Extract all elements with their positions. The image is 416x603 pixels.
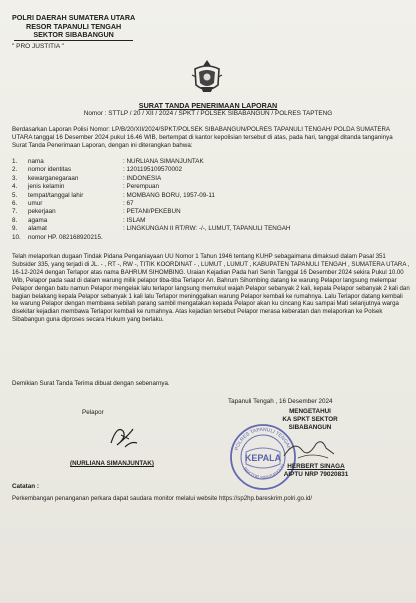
- letterhead: [12, 14, 135, 41]
- intro-paragraph: Berdasarkan Laporan Polisi Nomor: LP/B/20/XII/2024/SPKT/POLSEK SIBABANGUN/POLRES TAPANULI TENGAH/ POLDA SUMATERA UTARA tanggal 16 Desember 2024 pukul 16.46 WIB, bertempat di kantor kepolisian tersebut di atas, pada hari, tanggal ditanda tanganinya Surat Tanda Penerimaan Laporan, dengan ini diterangkan bahwa:: [12, 126, 393, 150]
- acknowledge-line-2: KA SPKT SEKTOR: [282, 415, 338, 423]
- reporter-identity-list: [12, 158, 290, 242]
- reporter-signature-icon: [103, 421, 143, 453]
- row-value: : PETANI/PEKEBUN: [123, 208, 181, 216]
- row-number: 4.: [12, 183, 18, 191]
- row-label: nama: [28, 158, 44, 165]
- row-value: : NURLIANA SIMANJUNTAK: [123, 158, 204, 165]
- identity-row: [12, 217, 290, 225]
- row-value: : Perempuan: [123, 183, 160, 191]
- police-emblem-icon: [187, 57, 227, 97]
- identity-row: [12, 175, 290, 183]
- identity-row: [12, 208, 290, 216]
- row-value: : INDONESIA: [123, 174, 162, 182]
- place-date: Tapanuli Tengah , 16 Desember 2024: [228, 398, 333, 405]
- letterhead-line-1: POLRI DAERAH SUMATERA UTARA: [12, 13, 136, 22]
- identity-row: [12, 166, 290, 174]
- row-label: nomor HP. 082168920215.: [28, 233, 103, 241]
- note-text: Perkembangan penanganan perkara dapat saudara monitor melalui website https://sp2hp.bareskrim.polri.go.id/: [12, 495, 313, 502]
- identity-row: [12, 158, 290, 166]
- row-value: : MOMBANG BORU, 1957-09-11: [123, 191, 215, 199]
- row-label: agama: [28, 216, 48, 224]
- identity-row: [12, 200, 290, 208]
- stamp-center-text: KEPALA: [244, 453, 282, 463]
- closing-statement: Demikian Surat Tanda Terima dibuat dengan sebenarnya.: [12, 380, 170, 387]
- pro-justitia: " PRO JUSTITIA ": [12, 43, 64, 50]
- identity-row: [12, 183, 290, 191]
- letterhead-rule: [14, 40, 133, 41]
- reporter-name: (NURLIANA SIMANJUNTAK): [70, 460, 154, 467]
- stamp-ring-text: POLRES TAPANULI TENGAH: [233, 426, 292, 452]
- officer-signature-icon: [278, 436, 340, 466]
- row-label: pekerjaan: [28, 208, 56, 216]
- stamp-bottom-text: SEKTOR SIBABANGUN: [242, 463, 286, 481]
- letterhead-line-3: SEKTOR SIBABANGUN: [33, 30, 114, 40]
- row-number: 1.: [12, 158, 18, 165]
- row-label: jenis kelamin: [28, 183, 65, 191]
- row-label: umur: [28, 200, 43, 208]
- acknowledge-line-3: SIBABANGUN: [288, 423, 332, 431]
- row-number: 8.: [12, 216, 18, 224]
- row-number: 5.: [12, 191, 18, 199]
- officer-signature-block: [256, 463, 376, 479]
- row-label: alamat: [28, 225, 47, 233]
- row-number: 6.: [12, 200, 18, 208]
- incident-paragraph: Telah melaporkan dugaan Tindak Pidana Penganiayaan UU Nomor 1 Tahun 1946 tentang KUHP sebagaimana dimaksud dalam Pasal 351 Subsider 335, yang terjadi di JL. - , RT -, RW -, TITIK KOORDINAT - , LUMUT , LUMUT , KABUPATEN TAPANULI TENGAH , SUMATERA UTARA , 16-12-2024 dengan Terlapor atas nama BAHRUM SIHOMBING. Uraian Kejadian Pada hari Senin Tanggal 16 Desember 2024 sekira Pukul 10.00 Wib, Pelapor pada saat di dalam warung milik pelapor tiba-tiba Terlapor An. Bahrum Sihombing datang ke warung Pelapor langsung melempar Pelapor dengan batu namun Pelapor mengelak lalu terlapor langsung memukul wajah Pelapor sebanyak 2 kali, kepala Pelapor sebanyak 2 kali dan bagian belakang kepala Pelapor sebanyak 1 kali lalu Terlapor meninggalkan warung Pelapor kembali ke rumahnya. Lalu Terlapor datang kembali ke warung Pelapor dengan membawa sebilah parang sambil mengatakan kepada Pelapor akan ku cincang Kau sampai Mati selanjutnya warga disekitar kejadian membawa Terlapor kembali ke rumahnya. Atas kejadian tersebut Pelapor merasa keberatan dan melaporkan ke Polsek Sibabangun guna diproses secara Hukum yang berlaku.: [12, 253, 410, 324]
- acknowledge-line-1: MENGETAHUI: [289, 408, 331, 415]
- officer-rank-nrp: AIPTU NRP 79020831: [283, 471, 349, 478]
- row-value: : LINGKUNGAN II RT/RW: -/-, LUMUT, TAPANULI TENGAH: [123, 225, 291, 233]
- reporter-label: Pelapor: [82, 409, 104, 416]
- row-value: : ISLAM: [123, 216, 146, 224]
- letterhead-line-2: RESOR TAPANULI TENGAH: [26, 21, 122, 31]
- note-label: Catatan :: [12, 483, 39, 490]
- row-value: : 67: [123, 200, 134, 208]
- row-number: 3.: [12, 174, 18, 182]
- officer-name: HERBERT SINAGA: [287, 463, 345, 470]
- identity-row: [12, 234, 290, 242]
- row-value: : 1201195109570002: [123, 166, 183, 174]
- identity-row: [12, 192, 290, 200]
- row-number: 10.: [12, 233, 21, 241]
- row-number: 7.: [12, 208, 18, 216]
- document-number: Nomor : STTLP / 20 / XII / 2024 / SPKT / POLSEK SIBABANGUN / POLRES TAPTENG: [83, 110, 333, 117]
- row-label: kewarganegaraan: [28, 174, 79, 182]
- row-number: 2.: [12, 166, 18, 174]
- document-title: SURAT TANDA PENERIMAAN LAPORAN: [138, 101, 278, 110]
- row-label: tempat/tanggal lahir: [28, 191, 84, 199]
- row-number: 9.: [12, 225, 18, 233]
- identity-row: [12, 225, 290, 233]
- row-label: nomor identitas: [28, 166, 72, 174]
